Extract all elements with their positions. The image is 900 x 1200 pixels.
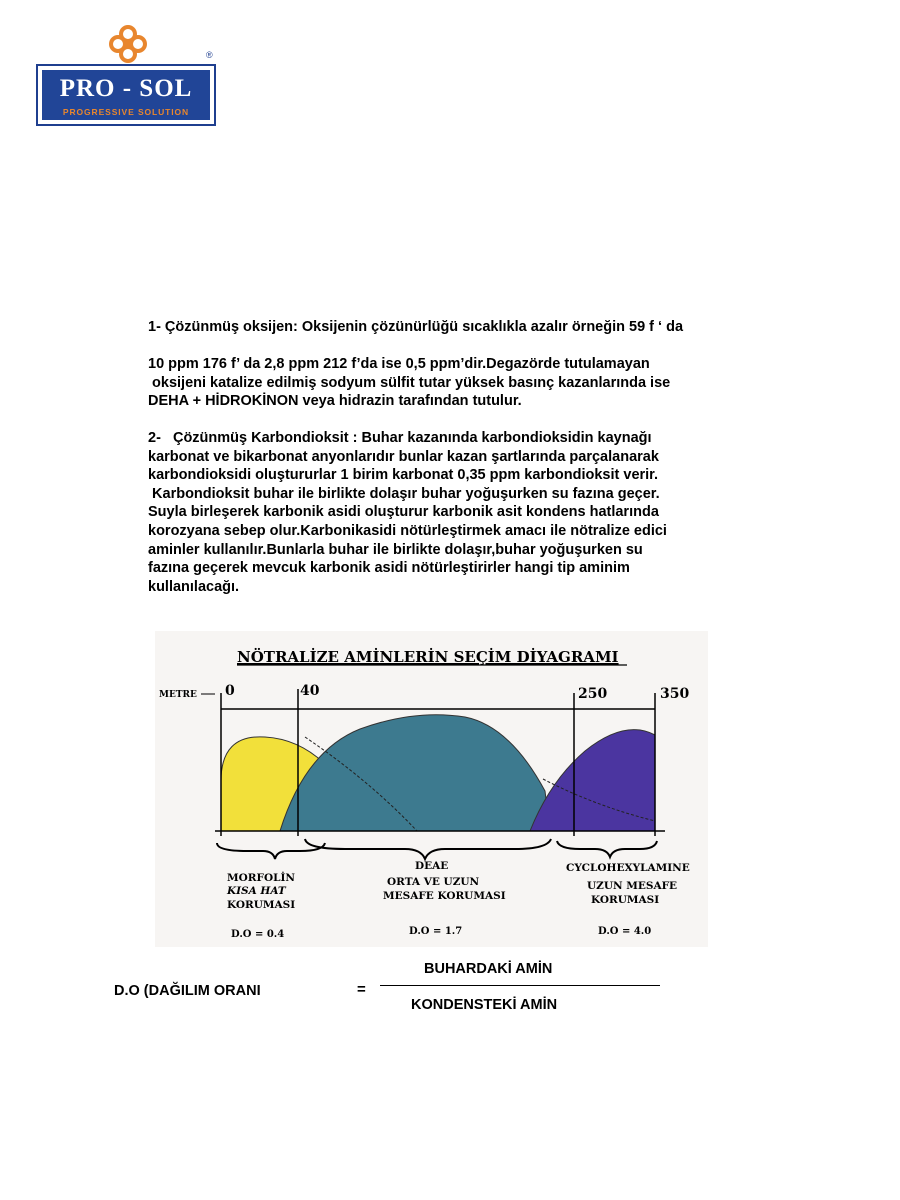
text-line: karbonat ve bikarbonat anyonlarıdır bunlar kazan şartlarında parçalanarak [148, 448, 659, 465]
paragraph-dissolved-oxygen [148, 355, 788, 411]
zone-cyclohexylamine-line3: KORUMASI [591, 894, 660, 906]
text-line: 2- Çözünmüş Karbondioksit : Buhar kazanında karbondioksidin kaynağı [148, 430, 652, 446]
logo-box [36, 64, 216, 126]
zone-cyclohexylamine-name: CYCLOHEXYLAMINE [566, 862, 690, 874]
zone-deae-line2: ORTA VE UZUN [387, 876, 480, 888]
zone-cyclohexylamine-line2: UZUN MESAFE [587, 880, 678, 892]
tick-label: 250 [578, 686, 608, 702]
logo-tagline: PROGRESSIVE SOLUTION [62, 107, 190, 117]
text-line: oksijeni katalize edilmiş sodyum sülfit tutar yüksek basınç kazanlarında ise [148, 374, 671, 391]
zone-morfolin-line2: KISA HAT [227, 885, 286, 897]
text-line: Suyla birleşerek karbonik asidi oluşturur karbonik asit kondens hatlarında [148, 504, 659, 521]
paragraph-dissolved-oxygen-heading [148, 318, 788, 337]
text-line: korozyana sebep olur.Karbonikasidi nötürleştirmek amacı ile nötralize edici [148, 522, 667, 539]
paragraph-carbon-dioxide [148, 429, 788, 596]
text-line: Karbondioksit buhar ile birlikte dolaşır buhar yoğuşurken su fazına geçer. [148, 485, 660, 502]
tick-label: 350 [660, 686, 690, 702]
text-line: kullanılacağı. [148, 578, 240, 595]
text-line: fazına geçerek mevcuk karbonik asidi nötürleştirirler hangi tip aminim [148, 560, 630, 577]
zone-morfolin-line3: KORUMASI [227, 899, 296, 911]
zone-deae-line3: MESAFE KORUMASI [383, 890, 506, 902]
diagram-title: NÖTRALİZE AMİNLERİN SEÇİM DİYAGRAMI [237, 648, 619, 666]
zone-morfolin-ratio: D.O = 0.4 [231, 929, 285, 940]
flower-emblem-icon [106, 24, 150, 64]
fraction-bar [380, 985, 660, 986]
tick-label: 0 [225, 683, 235, 699]
diagram-canvas [155, 631, 708, 947]
text-line: DEHA + HİDROKİNON veya hidrazin tarafından tutulur. [148, 393, 522, 410]
text-line: aminler kullanılır.Bunlarla buhar ile birlikte dolaşır,buhar yoğuşurken su [148, 541, 643, 558]
axis-label-metre: METRE [159, 690, 197, 700]
tick-label: 40 [300, 683, 320, 699]
amine-selection-diagram [155, 631, 708, 947]
registered-mark: ® [206, 50, 213, 60]
equals-sign: = [357, 981, 366, 998]
formula-numerator: BUHARDAKİ AMİN [424, 961, 553, 977]
zone-deae-ratio: D.O = 1.7 [409, 926, 463, 937]
text-line: karbondioksidi oluştururlar 1 birim karbonat 0,35 ppm karbondioksit verir. [148, 467, 659, 484]
zone-deae-name: DEAE [415, 860, 449, 872]
zone-morfolin-name: MORFOLİN [227, 872, 295, 884]
logo-name: PRO - SOL [59, 75, 193, 102]
curve-deae [280, 715, 550, 831]
zone-cyclohexylamine-ratio: D.O = 4.0 [598, 926, 652, 937]
distribution-ratio-label: D.O (DAĞILIM ORANI [114, 983, 261, 999]
prosol-logo [36, 24, 218, 126]
text-line: 10 ppm 176 f’ da 2,8 ppm 212 f’da ise 0,5 ppm’dir.Degazörde tutulamayan [148, 356, 650, 372]
formula-denominator: KONDENSTEKİ AMİN [411, 997, 558, 1013]
text-line: 1- Çözünmüş oksijen: Oksijenin çözünürlüğü sıcaklıkla azalır örneğin 59 f ‘ da [148, 319, 684, 335]
